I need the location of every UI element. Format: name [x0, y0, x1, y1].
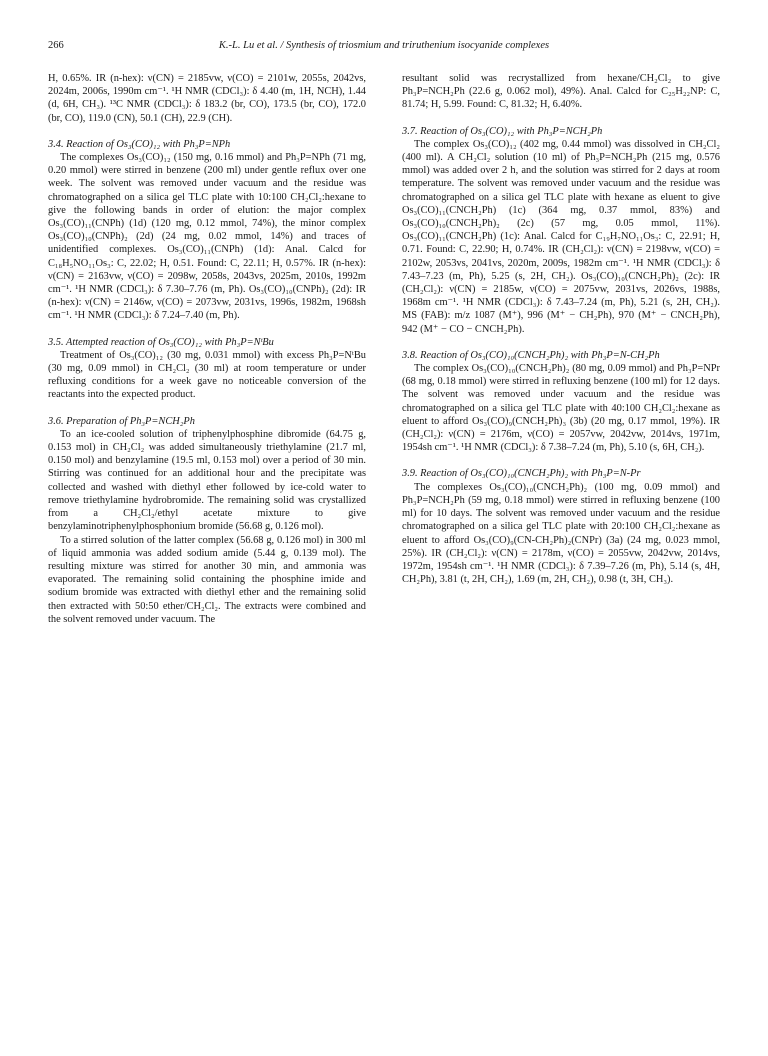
section-heading-3-6: 3.6. Preparation of Ph₃P=NCH₂Ph — [48, 415, 195, 427]
section-heading-3-7: 3.7. Reaction of Os₃(CO)₁₂ with Ph₃P=NCH₂Ph — [402, 125, 603, 137]
paragraph-3-5: Treatment of Os₃(CO)₁₂ (30 mg, 0.031 mmol) with excess Ph₃P=NᵗBu (30 mg, 0.09 mmol) in CH₂Cl₂ (30 ml) at room temperature or under refluxing conditions for a week gave no noticeable conversion of the reactants into the expected product. — [48, 349, 366, 401]
paragraph-3-4: The complexes Os₃(CO)₁₂ (150 mg, 0.16 mmol) and Ph₃P=NPh (71 mg, 0.20 mmol) were stirred in benzene (200 ml) under gentle reflux over one week. The solvent was removed under vacuum and the residue was chromatographed on a silica gel TLC plate with 10:100 CH₂Cl₂:hexane to give the following bands in order of elution: the major complex Os₃(CO)₁₁(CNPh) (1d) (120 mg, 0.12 mmol, 74%), the minor complex Os₃(CO)₁₀(CNPh)₂ (2d) (24 mg, 0.02 mmol, 14%) and traces of unidentified complexes. Os₃(CO)₁₁(CNPh) (1d): Anal. Calcd for C₁₈H₅NO₁₁Os₃: C, 22.02; H, 0.51. Found: C, 22.11; H, 0.57%. IR (n-hex): ν(CN) = 2163vw, ν(CO) = 2098w, 2058s, 2043vs, 2025m, 2010s, 1992m cm⁻¹. ¹H NMR (CDCl₃): δ 7.30–7.76 (m, Ph). Os₃(CO)₁₀(CNPh)₂ (2d): IR (n-hex): ν(CN) = 2146w, ν(CO) = 2073vw, 2031vs, 1996s, 1982m, 1968sh cm⁻¹. ¹H NMR (CDCl₃): δ 7.24–7.40 (m, Ph). — [48, 152, 366, 322]
paragraph-continued: resultant solid was recrystallized from hexane/CH₂Cl₂ to give Ph₃P=NCH₂Ph (22.6 g, 0.062 mol), 49%). Anal. Calcd for C₂₅H₂₂NP: C, 81.74; H, 5.99. Found: C, 81.32; H, 6.40%. — [402, 73, 720, 111]
paragraph-3-6-b: To a stirred solution of the latter complex (56.68 g, 0.126 mol) in 300 ml of liquid ammonia was added sodium amide (5.44 g, 0.139 mol). The resulting mixture was stirred for another 30 min, and ammonia was evaporated. The remaining solid containing the phosphine imide and sodium bromide was extracted with diethyl ether and the remaining solid then extracted with 50:50 ether/CH₂Cl₂. The extracts were combined and the solvent removed under vacuum. The — [48, 534, 366, 625]
section-heading-3-4: 3.4. Reaction of Os₃(CO)₁₂ with Ph₃P=NPh — [48, 138, 231, 150]
left-column — [48, 72, 366, 626]
page-number: 266 — [48, 40, 64, 51]
running-title: K.-L. Lu et al. / Synthesis of triosmium and triruthenium isocyanide complexes — [218, 40, 550, 51]
paragraph-continued: H, 0.65%. IR (n-hex): ν(CN) = 2185vw, ν(CO) = 2101w, 2055s, 2042vs, 2024m, 2006s, 1990m cm⁻¹. ¹H NMR (CDCl₃): δ 4.40 (m, 1H, NCH), 1.44 (d, 6H, CH₃). ¹³C NMR (CDCl₃): δ 183.2 (br, CO), 173.5 (br, CO), 172.0 (br, CO), 119.0 (CN), 50.1 (CH), 22.9 (CH). — [48, 73, 366, 124]
paragraph-3-8: The complex Os₃(CO)₁₀(CNCH₂Ph)₂ (80 mg, 0.09 mmol) and Ph₃P=NPr (68 mg, 0.18 mmol) were stirred in refluxing benzene (100 ml) for 12 days. The solvent was removed under vacuum and the residue was chromatographed on a silica gel TLC plate with 40:100 CH₂Cl₂:hexane as eluent to afford Os₃(CO)₉(CNCH₂Ph)₃ (3b) (20 mg, 0.17 mmol, 19%). IR (CH₂Cl₂): ν(CN) = 2176m, ν(CO) = 2057vw, 2042vw, 2014vs, 1971m, 1954sh cm⁻¹. ¹H NMR (CDCl₃): δ 7.38–7.24 (m, Ph), 5.10 (s, 6H, CH₂). — [402, 363, 720, 454]
paragraph-3-9: The complexes Os₃(CO)₁₀(CNCH₂Ph)₂ (100 mg, 0.09 mmol) and Ph₃P=NCH₂Ph (59 mg, 0.18 mmol) were stirred in refluxing benzene (100 ml) for 10 days. The solvent was removed under vacuum and the residue chromatographed on a silica gel TLC plate with 20:100 CH₂Cl₂:hexane as eluent to afford Os₃(CO)₉(CN-CH₂Ph)₂(CNPr) (3a) (24 mg, 0.023 mmol, 25%). IR (CH₂Cl₂): ν(CN) = 2178m, ν(CO) = 2055vw, 2042vw, 2014vs, 1972m, 1954sh cm⁻¹. ¹H NMR (CDCl₃): δ 7.39–7.26 (m, Ph), 5.14 (s, 4H, CH₂Ph), 3.81 (t, 2H, CH₂), 1.69 (m, 2H, CH₂), 0.98 (t, 3H, CH₃). — [402, 481, 720, 586]
section-heading-3-9: 3.9. Reaction of Os₃(CO)₁₀(CNCH₂Ph)₂ with Ph₃P=N-Pr — [402, 468, 641, 480]
paragraph-3-6-a: To an ice-cooled solution of triphenylphosphine dibromide (64.75 g, 0.153 mol) in CH₂Cl₂ was added simultaneously triethylamine (21.7 ml, 0.150 mol) and benzylamine (19.5 ml, 0.153 mol) over a period of 30 min. Stirring was continued for an additional hour and the precipitate was collected and washed with diethyl ether followed by ice-cold water to remove triethylamine hydrobromide. The remaining solid was crystallized from a CH₂Cl₂/ethyl acetate mixture to give benzylaminotriphenylphosphonium bromide (56.68 g, 0.126 mol). — [48, 428, 366, 533]
paragraph-3-7: The complex Os₃(CO)₁₂ (402 mg, 0.44 mmol) was dissolved in CH₂Cl₂ (400 ml). A CH₂Cl₂ solution (10 ml) of Ph₃P=NCH₂Ph (215 mg, 0.576 mmol) was added over 2 h, and the solution was stirred for 2 days at room temperature. The solvent was removed under vacuum and the residue was chromatographed on a silica gel TLC plate with hexane as eluent to give Os₃(CO)₁₁(CNCH₂Ph) (1c) (364 mg, 0.37 mmol, 83%) and Os₃(CO)₁₀(CNCH₂Ph)₂ (2c) (57 mg, 0.05 mmol, 11%). Os₃(CO)₁₁(CNCH₂Ph) (1c): Anal. Calcd for C₁₉H₇NO₁₁Os₃: C, 22.91; H, 0.71. Found: C, 22.90; H, 0.74%. IR (CH₂Cl₂): ν(CN) = 2198vw, ν(CO) = 2102w, 2053vs, 2041vs, 2020m, 2009s, 1982m cm⁻¹. ¹H NMR (CDCl₃): δ 7.43–7.23 (m, Ph), 5.25 (s, 2H, CH₂). Os₃(CO)₁₀(CNCH₂Ph)₂ (2c): IR (CH₂Cl₂): ν(CN) = 2185w, ν(CO) = 2075vw, 2031vs, 2026vs, 1988s, 1968m cm⁻¹. ¹H NMR (CDCl₃): δ 7.43–7.24 (m, Ph), 5.21 (s, 2H, CH₂). MS (FAB): m/z 1087 (M⁺), 996 (M⁺ − CH₂Ph), 970 (M⁺ − CNCH₂Ph), 942 (M⁺ − CO − CNCH₂Ph). — [402, 138, 720, 335]
section-heading-3-8: 3.8. Reaction of Os₃(CO)₁₀(CNCH₂Ph)₂ with Ph₃P=N-CH₂Ph — [402, 349, 660, 361]
right-column — [402, 72, 720, 586]
section-heading-3-5: 3.5. Attempted reaction of Os₃(CO)₁₂ with Ph₃P=NᵗBu — [48, 336, 274, 348]
page-header — [48, 40, 720, 56]
